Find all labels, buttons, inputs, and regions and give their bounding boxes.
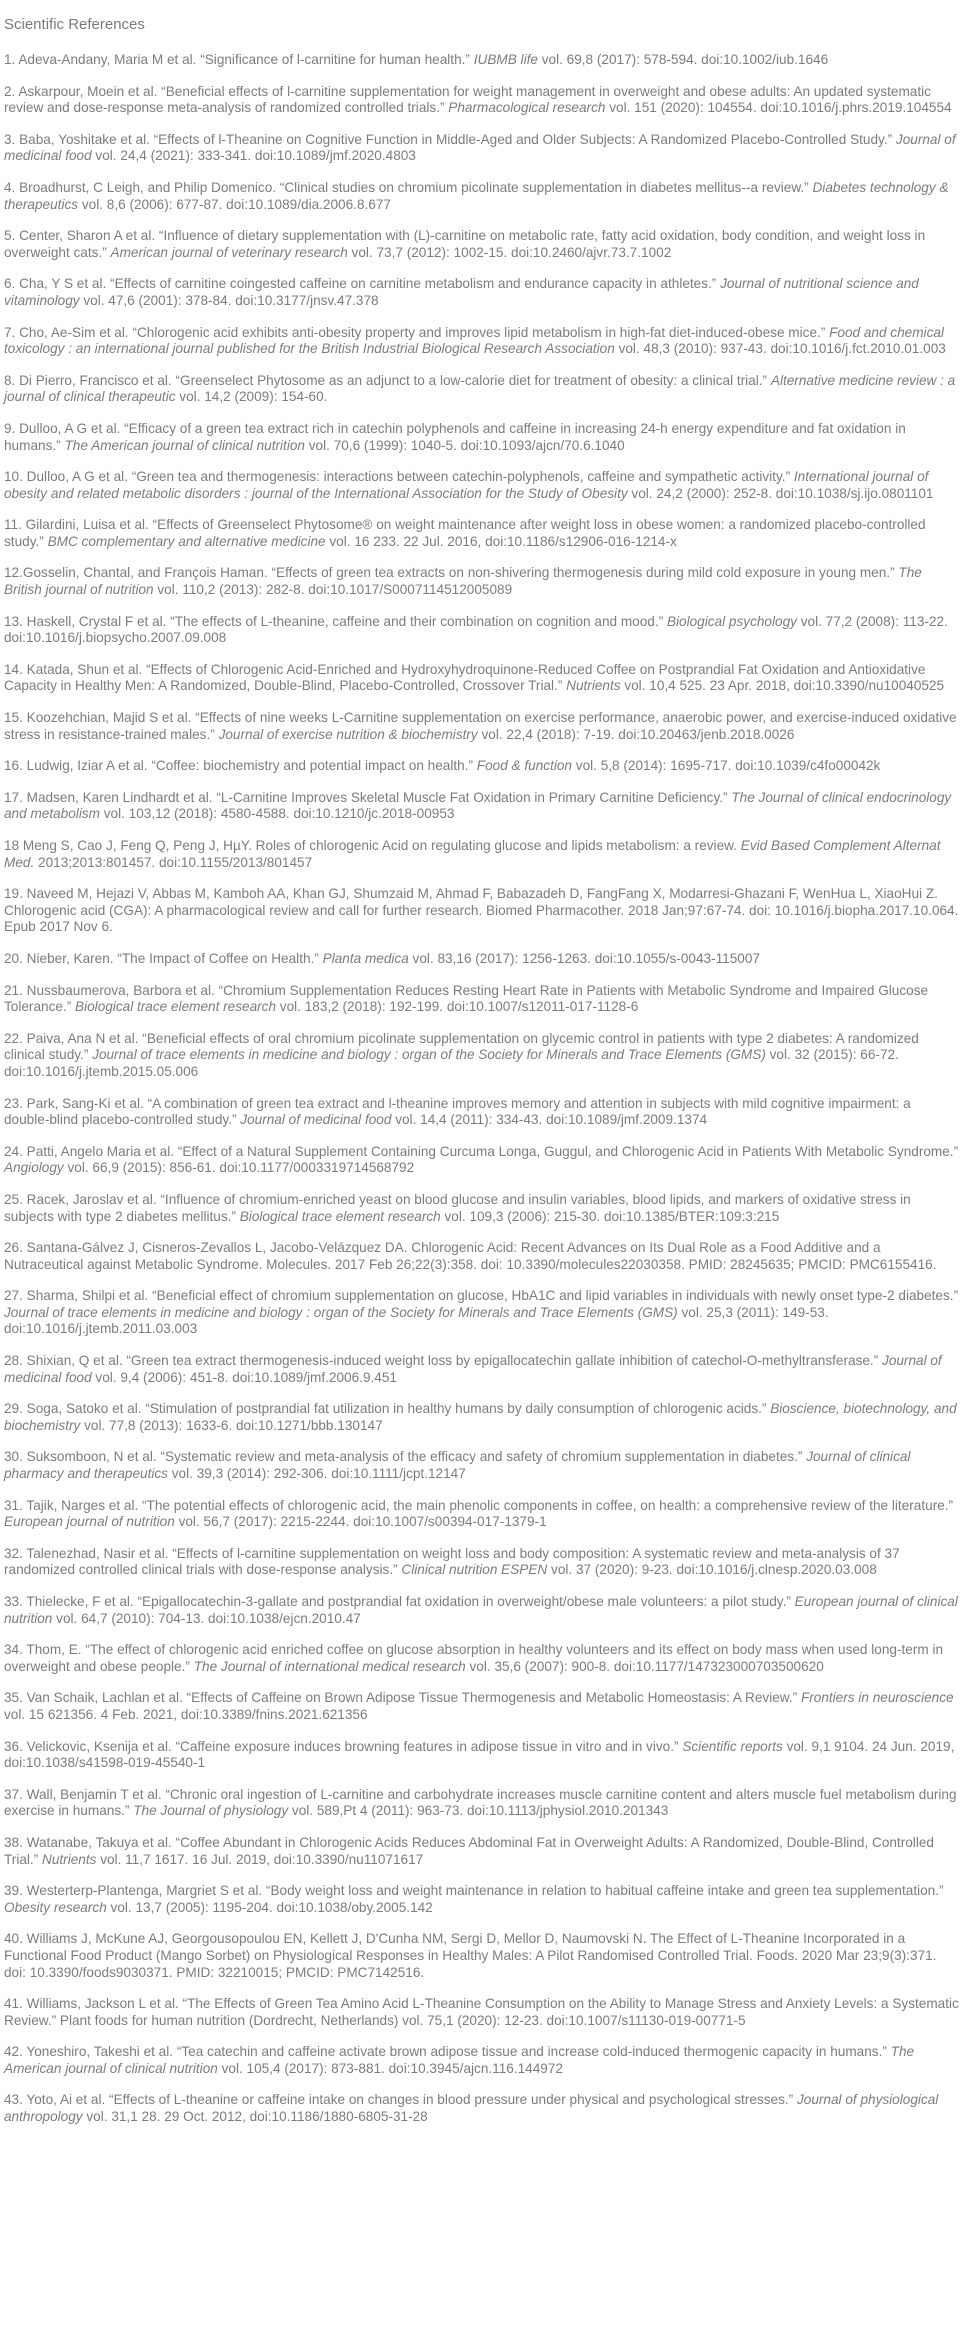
reference-details: vol. 56,7 (2017): 2215-2244. doi:10.1007/s00394-017-1379-1 [174, 1514, 547, 1530]
reference-details: vol. 589,Pt 4 (2011): 963-73. doi:10.1113/jphysiol.2010.201343 [288, 1803, 669, 1819]
reference-details: vol. 110,2 (2013): 282-8. doi:10.1017/S0007114512005089 [153, 582, 513, 598]
journal-title: The Journal of clinical endocrinology and metabolism [4, 789, 952, 822]
reference-text: 35. Van Schaik, Lachlan et al. “Effects of Caffeine on Brown Adipose Tissue Thermogenesis and Metabolic Homeostasis: A Review.” [4, 1690, 801, 1706]
reference-text: 17. Madsen, Karen Lindhardt et al. “L-Carnitine Improves Skeletal Muscle Fat Oxidation in Primary Carnitine Deficiency.” [4, 789, 732, 805]
journal-title: IUBMB life [473, 52, 538, 67]
reference-item [4, 1401, 959, 1434]
reference-details: vol. 24,4 (2021): 333-341. doi:10.1089/jmf.2020.4803 [91, 148, 416, 164]
journal-title: Food & function [476, 758, 572, 774]
reference-text: 2. Askarpour, Moein et al. “Beneficial effects of l-carnitine supplementation for weight management in overweight and obese adults: An updated systematic review and dose-response meta-analysis of randomized controlled trials.” [4, 83, 931, 116]
reference-text: 29. Soga, Satoko et al. “Stimulation of postprandial fat utilization in healthy humans by daily consumption of chlorogenic acids.” [4, 1401, 771, 1417]
reference-text: 24. Patti, Angelo Maria et al. “Effect of a Natural Supplement Containing Curcuma Longa, Guggul, and Chlorogenic Acid in Patients With Metabolic Syndrome.” [4, 1143, 959, 1159]
reference-text: 41. Williams, Jackson L et al. “The Effects of Green Tea Amino Acid L-Theanine Consumption on the Ability to Manage Stress and Anxiety Levels: a Systematic Review.” Plant foods for human nutrition (Dordrecht, Netherlands) vol. 75,1 (2020): 12-23. doi:10.1007/s11130-019-00771-5 [4, 1996, 959, 2028]
reference-text: 33. Thielecke, F et al. “Epigallocatechin-3-gallate and postprandial fat oxidation in overweight/obese male volunteers: a pilot study.” [4, 1594, 795, 1609]
reference-text: 40. Williams J, McKune AJ, Georgousopoulou EN, Kellett J, D'Cunha NM, Sergi D, Mellor D, Naumovski N. The Effect of L-Theanine Incorporated in a Functional Food Product (Mango Sorbet) on Physiological Responses in Healthy Males: A Pilot Randomised Controlled Trial. Foods. 2020 Mar 23;9(3):371. doi: 10.3390/foods9030371. PMID: 32210015; PMCID: PMC7142516. [4, 1931, 937, 1980]
page-title: Scientific References [4, 16, 145, 33]
reference-item [4, 52, 959, 69]
reference-item [4, 1192, 959, 1225]
reference-text: 37. Wall, Benjamin T et al. “Chronic oral ingestion of L-carnitine and carbohydrate increases muscle carnitine content and alters muscle fuel metabolism during exercise in humans.” [4, 1786, 957, 1819]
reference-item [4, 421, 959, 454]
journal-title: The American journal of clinical nutrition [64, 437, 305, 453]
reference-item [4, 1883, 959, 1916]
reference-item [4, 1642, 959, 1675]
reference-details: vol. 9,4 (2006): 451-8. doi:10.1089/jmf.2006.9.451 [91, 1369, 397, 1385]
reference-item [4, 886, 959, 936]
reference-item [4, 373, 959, 406]
reference-text: 36. Velickovic, Ksenija et al. “Caffeine exposure induces browning features in adipose tissue in vitro and in vivo.” [4, 1738, 683, 1754]
reference-text: 39. Westerterp-Plantenga, Margriet S et al. “Body weight loss and weight maintenance in relation to habitual caffeine intake and green tea supplementation.” [4, 1883, 944, 1899]
journal-title: Alternative medicine review : a journal of clinical therapeutic [4, 372, 956, 405]
reference-item [4, 983, 959, 1016]
reference-text: 8. Di Pierro, Francisco et al. “Greenselect Phytosome as an adjunct to a low-calorie diet for treatment of obesity: a clinical trial.” [4, 372, 771, 388]
reference-text: 5. Center, Sharon A et al. “Influence of dietary supplementation with (L)-carnitine on metabolic rate, fatty acid oxidation, body condition, and weight loss in overweight cats.” [4, 228, 926, 260]
reference-text: 43. Yoto, Ai et al. “Effects of L-theanine or caffeine intake on changes in blood pressure under physical and psychological stresses.” [4, 2092, 797, 2108]
reference-text: 18 Meng S, Cao J, Feng Q, Peng J, HµY. Roles of chlorogenic Acid on regulating glucose and lipids metabolism: a review. [4, 838, 741, 853]
reference-details: vol. 64,7 (2010): 704-13. doi:10.1038/ejcn.2010.47 [52, 1610, 361, 1626]
reference-item [4, 276, 959, 309]
reference-details: vol. 13,7 (2005): 1195-204. doi:10.1038/oby.2005.142 [106, 1899, 433, 1915]
journal-title: Clinical nutrition ESPEN [401, 1562, 548, 1578]
journal-title: Diabetes technology & therapeutics [4, 179, 949, 212]
reference-item [4, 84, 959, 117]
journal-title: European journal of nutrition [4, 1514, 175, 1530]
journal-title: Journal of clinical pharmacy and therapeutics [4, 1449, 911, 1482]
reference-item [4, 662, 959, 695]
reference-text: 25. Racek, Jaroslav et al. “Influence of chromium-enriched yeast on blood glucose and insulin variables, blood lipids, and markers of oxidative stress in subjects with type 2 diabetes mellitus.” [4, 1191, 911, 1224]
reference-item [4, 951, 959, 968]
reference-text: 22. Paiva, Ana N et al. “Beneficial effects of oral chromium picolinate supplementation on glycemic control in patients with type 2 diabetes: A randomized clinical study.” [4, 1030, 919, 1063]
reference-item [4, 1449, 959, 1482]
journal-title: Journal of medicinal food [4, 1353, 942, 1385]
reference-item [4, 517, 959, 550]
reference-text: 31. Tajik, Narges et al. “The potential effects of chlorogenic acid, the main phenolic components in coffee, on health: a comprehensive review of the literature.” [4, 1497, 954, 1513]
reference-text: 4. Broadhurst, C Leigh, and Philip Domenico. “Clinical studies on chromium picolinate supplementation in diabetes mellitus--a review.” [4, 179, 813, 195]
reference-details: vol. 77,8 (2013): 1633-6. doi:10.1271/bbb.130147 [80, 1417, 383, 1433]
reference-item [4, 228, 959, 261]
reference-text: 26. Santana-Gálvez J, Cisneros-Zevallos L, Jacobo-Velázquez DA. Chlorogenic Acid: Recent Advances on Its Dual Role as a Food Additive and a Nutraceutical against Metabolic Syndrome. Molecules. 2017 Feb 26;22(3):358. doi: 10.3390/molecules22030358. PMID: 28245635; PMCID: PMC6155416. [4, 1240, 937, 1272]
reference-details: vol. 48,3 (2010): 937-43. doi:10.1016/j.fct.2010.01.003 [614, 341, 946, 357]
reference-text: 34. Thom, E. “The effect of chlorogenic acid enriched coffee on glucose absorption in healthy volunteers and its effect on body mass when used long-term in overweight and obese people.” [4, 1642, 944, 1674]
reference-text: 16. Ludwig, Iziar A et al. “Coffee: biochemistry and potential impact on health.” [4, 758, 477, 774]
reference-item [4, 614, 959, 647]
reference-details: 2013;2013:801457. doi:10.1155/2013/801457 [34, 854, 313, 870]
reference-details: vol. 14,2 (2009): 154-60. [175, 389, 328, 405]
reference-details: vol. 9,1 9104. 24 Jun. 2019, doi:10.1038/s41598-019-45540-1 [4, 1738, 955, 1771]
reference-details: vol. 10,4 525. 23 Apr. 2018, doi:10.3390/nu10040525 [620, 678, 945, 694]
reference-details: vol. 22,4 (2018): 7-19. doi:10.20463/jenb.2018.0026 [477, 726, 795, 742]
reference-details: vol. 66,9 (2015): 856-61. doi:10.1177/0003319714568792 [63, 1160, 415, 1176]
journal-title: Pharmacological research [448, 100, 606, 116]
reference-details: vol. 8,6 (2006): 677-87. doi:10.1089/dia.2006.8.677 [78, 196, 391, 212]
journal-title: Journal of exercise nutrition & biochemistry [218, 726, 478, 742]
journal-title: Journal of medicinal food [4, 131, 956, 164]
journal-title: Journal of medicinal food [240, 1112, 392, 1128]
reference-item [4, 1996, 959, 2029]
reference-text: 21. Nussbaumerova, Barbora et al. “Chromium Supplementation Reduces Resting Heart Rate in Patients with Metabolic Syndrome and Impaired Glucose Tolerance.” [4, 982, 929, 1015]
journal-title: The American journal of clinical nutrition [4, 2044, 915, 2076]
reference-details: vol. 47,6 (2001): 378-84. doi:10.3177/jnsv.47.378 [79, 292, 379, 308]
reference-details: vol. 151 (2020): 104554. doi:10.1016/j.phrs.2019.104554 [605, 100, 952, 116]
reference-details: vol. 14,4 (2011): 334-43. doi:10.1089/jmf.2009.1374 [391, 1112, 708, 1128]
reference-details: vol. 70,6 (1999): 1040-5. doi:10.1093/ajcn/70.6.1040 [304, 437, 625, 453]
reference-item [4, 710, 959, 743]
reference-details: vol. 73,7 (2012): 1002-15. doi:10.2460/ajvr.73.7.1002 [347, 244, 672, 260]
reference-text: 20. Nieber, Karen. “The Impact of Coffee on Health.” [4, 950, 323, 966]
reference-text: 19. Naveed M, Hejazi V, Abbas M, Kamboh AA, Khan GJ, Shumzaid M, Ahmad F, Babazadeh D, FangFang X, Modarresi-Ghazani F, WenHua L, XiaoHui Z. Chlorogenic acid (CGA): A pharmacological review and call for further research. Biomed Pharmacother. 2018 Jan;97:67-74. doi: 10.1016/j.biopha.2017.10.064. Epub 2017 Nov 6. [4, 886, 959, 935]
reference-details: vol. 109,3 (2006): 215-30. doi:10.1385/BTER:109:3:215 [440, 1208, 780, 1224]
reference-item [4, 1144, 959, 1177]
reference-details: vol. 69,8 (2017): 578-594. doi:10.1002/iub.1646 [537, 52, 829, 67]
reference-list [4, 52, 959, 2126]
reference-details: vol. 183,2 (2018): 192-199. doi:10.1007/s12011-017-1128-6 [276, 999, 639, 1015]
reference-details: vol. 105,4 (2017): 873-881. doi:10.3945/ajcn.116.144972 [217, 2060, 563, 2076]
reference-item [4, 1787, 959, 1820]
journal-title: American journal of veterinary research [110, 244, 348, 260]
journal-title: Biological psychology [666, 613, 797, 629]
reference-item [4, 1288, 959, 1338]
reference-item [4, 1498, 959, 1531]
reference-item [4, 1096, 959, 1129]
reference-item [4, 469, 959, 502]
journal-title: Biological trace element research [75, 999, 277, 1015]
reference-text: 11. Gilardini, Luisa et al. “Effects of Greenselect Phytosome® on weight maintenance after weight loss in obese women: a randomized placebo-controlled study.” [4, 517, 926, 549]
reference-details: vol. 16 233. 22 Jul. 2016, doi:10.1186/s12906-016-1214-x [325, 533, 677, 549]
journal-title: Evid Based Complement Alternat Med. [4, 838, 941, 870]
reference-item [4, 2044, 959, 2077]
reference-item [4, 1931, 959, 1981]
reference-item [4, 180, 959, 213]
journal-title: Journal of physiological anthropology [4, 2092, 939, 2125]
journal-title: International journal of obesity and related metabolic disorders : journal of the International Association for the Study of Obesity [4, 469, 929, 501]
journal-title: Food and chemical toxicology : an international journal published for the British Industrial Biological Research Association [4, 324, 944, 357]
journal-title: Nutrients [42, 1851, 97, 1867]
reference-item [4, 1835, 959, 1868]
journal-title: Nutrients [566, 678, 621, 694]
reference-text: 38. Watanabe, Takuya et al. “Coffee Abundant in Chlorogenic Acids Reduces Abdominal Fat in Overweight Adults: A Randomized, Double-Blind, Controlled Trial.” [4, 1834, 934, 1867]
reference-text: 6. Cha, Y S et al. “Effects of carnitine coingested caffeine on carnitine metabolism and endurance capacity in athletes.” [4, 276, 721, 292]
journal-title: The Journal of international medical research [193, 1658, 466, 1674]
reference-details: vol. 25,3 (2011): 149-53. doi:10.1016/j.jtemb.2011.03.003 [4, 1304, 829, 1337]
reference-details: vol. 31,1 28. 29 Oct. 2012, doi:10.1186/1880-6805-31-28 [82, 2109, 428, 2125]
journal-title: Journal of trace elements in medicine and biology : organ of the Society for Minerals and Trace Elements (GMS) [92, 1047, 766, 1063]
reference-text: 42. Yoneshiro, Takeshi et al. “Tea catechin and caffeine activate brown adipose tissue and increase cold-induced thermogenic capacity in humans.” [4, 2044, 891, 2060]
reference-item [4, 838, 959, 871]
reference-details: vol. 35,6 (2007): 900-8. doi:10.1177/147323000703500620 [465, 1658, 824, 1674]
journal-title: Biological trace element research [239, 1208, 441, 1224]
reference-details: vol. 39,3 (2014): 292-306. doi:10.1111/jcpt.12147 [167, 1466, 466, 1482]
reference-details: vol. 37 (2020): 9-23. doi:10.1016/j.clnesp.2020.03.008 [547, 1562, 877, 1578]
reference-text: 13. Haskell, Crystal F et al. “The effects of L-theanine, caffeine and their combination on cognition and mood.” [4, 613, 667, 629]
reference-details: vol. 15 621356. 4 Feb. 2021, doi:10.3389/fnins.2021.621356 [4, 1706, 368, 1722]
reference-details: vol. 24,2 (2000): 252-8. doi:10.1038/sj.ijo.0801101 [627, 485, 934, 501]
reference-text: 32. Talenezhad, Nasir et al. “Effects of l-carnitine supplementation on weight loss and body composition: A systematic review and meta-analysis of 37 randomized controlled clinical trials with dose-response analysis.” [4, 1545, 900, 1578]
journal-title: Bioscience, biotechnology, and biochemistry [4, 1401, 957, 1433]
reference-text: 12.Gosselin, Chantal, and François Haman. “Effects of green tea extracts on non-shivering thermogenesis during mild cold exposure in young men.” [4, 565, 899, 581]
reference-text: 7. Cho, Ae-Sim et al. “Chlorogenic acid exhibits anti-obesity property and improves lipid metabolism in high-fat diet-induced-obese mice.” [4, 324, 830, 340]
reference-item [4, 1031, 959, 1081]
journal-title: Obesity research [4, 1899, 107, 1915]
journal-title: Planta medica [322, 950, 409, 966]
reference-item [4, 1353, 959, 1386]
reference-text: 9. Dulloo, A G et al. “Efficacy of a green tea extract rich in catechin polyphenols and caffeine in increasing 24-h energy expenditure and fat oxidation in humans.” [4, 420, 906, 453]
reference-details: vol. 103,12 (2018): 4580-4588. doi:10.1210/jc.2018-00953 [99, 806, 455, 822]
journal-title: Journal of nutritional science and vitaminology [4, 276, 919, 308]
reference-details: vol. 5,8 (2014): 1695-717. doi:10.1039/c4fo00042k [572, 758, 881, 774]
reference-details: vol. 77,2 (2008): 113-22. doi:10.1016/j.biopsycho.2007.09.008 [4, 613, 948, 646]
reference-text: 23. Park, Sang-Ki et al. “A combination of green tea extract and l-theanine improves memory and attention in subjects with mild cognitive impairment: a double-blind placebo-controlled study.” [4, 1095, 911, 1128]
reference-item [4, 132, 959, 165]
reference-text: 1. Adeva-Andany, Maria M et al. “Significance of l-carnitine for human health.” [4, 52, 474, 67]
reference-details: vol. 11,7 1617. 16 Jul. 2019, doi:10.3390/nu11071617 [96, 1851, 424, 1867]
reference-item [4, 325, 959, 358]
reference-item [4, 1690, 959, 1723]
reference-item [4, 758, 959, 775]
journal-title: Angiology [4, 1160, 64, 1176]
reference-details: vol. 83,16 (2017): 1256-1263. doi:10.1055/s-0043-115007 [408, 950, 760, 966]
reference-item [4, 1594, 959, 1627]
reference-item [4, 565, 959, 598]
reference-text: 3. Baba, Yoshitake et al. “Effects of l-Theanine on Cognitive Function in Middle-Aged and Older Subjects: A Randomized Placebo-Controlled Study.” [4, 131, 896, 147]
journal-title: Journal of trace elements in medicine and biology : organ of the Society for Minerals and Trace Elements (GMS) [4, 1304, 678, 1320]
journal-title: Frontiers in neuroscience [800, 1690, 954, 1706]
reference-text: 30. Suksomboon, N et al. “Systematic review and meta-analysis of the efficacy and safety of chromium supplementation in diabetes.” [4, 1449, 807, 1465]
reference-text: 14. Katada, Shun et al. “Effects of Chlorogenic Acid-Enriched and Hydroxyhydroquinone-Reduced Coffee on Postprandial Fat Oxidation and Antioxidative Capacity in Healthy Men: A Randomized, Double-Blind, Placebo-Controlled, Crossover Trial.” [4, 661, 926, 694]
reference-text: 15. Koozehchian, Majid S et al. “Effects of nine weeks L-Carnitine supplementation on exercise performance, anaerobic power, and exercise-induced oxidative stress in resistance-trained males.” [4, 710, 957, 742]
reference-item [4, 1240, 959, 1273]
reference-text: 10. Dulloo, A G et al. “Green tea and thermogenesis: interactions between catechin-polyphenols, caffeine and sympathetic activity.” [4, 469, 794, 485]
reference-item [4, 2092, 959, 2125]
journal-title: Scientific reports [682, 1738, 783, 1754]
journal-title: European journal of clinical nutrition [4, 1594, 958, 1626]
reference-item [4, 790, 959, 823]
journal-title: The Journal of physiology [133, 1803, 289, 1819]
reference-text: 28. Shixian, Q et al. “Green tea extract thermogenesis-induced weight loss by epigallocatechin gallate inhibition of catechol-O-methyltransferase.” [4, 1353, 883, 1369]
journal-title: BMC complementary and alternative medicine [47, 533, 326, 549]
reference-details: vol. 32 (2015): 66-72. doi:10.1016/j.jtemb.2015.05.006 [4, 1047, 899, 1079]
journal-title: The British journal of nutrition [4, 565, 922, 598]
reference-text: 27. Sharma, Shilpi et al. “Beneficial effect of chromium supplementation on glucose, HbA1C and lipid variables in individuals with newly onset type-2 diabetes.” [4, 1288, 959, 1304]
reference-item [4, 1546, 959, 1579]
reference-item [4, 1739, 959, 1772]
